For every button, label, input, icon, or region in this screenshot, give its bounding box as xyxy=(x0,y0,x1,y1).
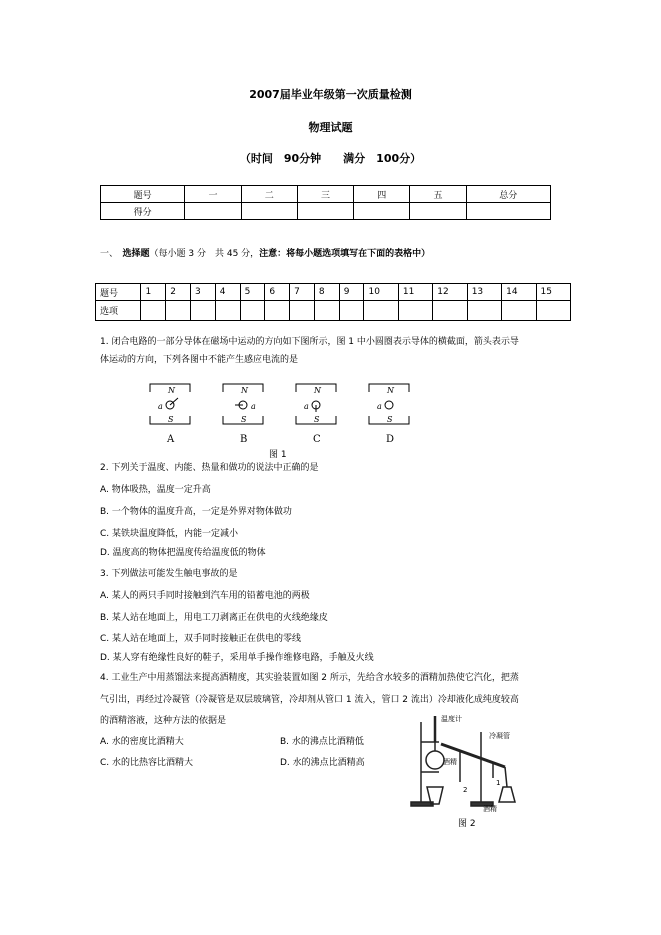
magnet-diagram xyxy=(150,384,190,445)
answer-cell[interactable] xyxy=(536,301,571,321)
option-label: D xyxy=(386,434,395,445)
time-info: （时间 90分钟 满分 100分） xyxy=(239,152,422,165)
q4-line2: 气引出，再经过冷凝管（冷凝管是双层玻璃管，冷却剂从管口 1 流入，管口 2 流出）冷却液化成纯度较高 xyxy=(100,695,519,705)
header-cell: 二 xyxy=(241,186,297,203)
question-number-cell: 1 xyxy=(141,284,166,301)
conductor-label: a xyxy=(377,402,382,411)
header-cell: 四 xyxy=(354,186,410,203)
row-label: 选项 xyxy=(96,301,141,321)
magnet-diagram xyxy=(369,384,409,445)
answer-cell[interactable] xyxy=(339,301,364,321)
pole-s-label: S xyxy=(241,415,247,424)
answer-cell[interactable] xyxy=(240,301,265,321)
magnet-diagram xyxy=(223,384,263,445)
question-number-cell: 6 xyxy=(265,284,290,301)
q1-line2: 体运动的方向，下列各图中不能产生感应电流的是 xyxy=(100,355,299,365)
pole-s-label: S xyxy=(168,415,174,424)
conductor-label: a xyxy=(304,402,309,411)
question-number-cell: 5 xyxy=(240,284,265,301)
magnet-diagram xyxy=(296,384,336,445)
answer-cell[interactable] xyxy=(502,301,536,321)
q4-option-a: A. 水的密度比酒精大 xyxy=(100,737,184,747)
answer-cell[interactable] xyxy=(433,301,467,321)
conductor-label: a xyxy=(158,402,163,411)
score-table xyxy=(100,185,551,220)
row-label: 题号 xyxy=(96,284,141,301)
header-cell: 一 xyxy=(185,186,241,203)
answer-cell[interactable] xyxy=(215,301,240,321)
q4-line1: 4. 工业生产中用蒸馏法来提高酒精度，其实验装置如图 2 所示，先给含水较多的酒精加热使它汽化，把蒸 xyxy=(100,673,519,683)
section-note: （每小题 3 分 共 45 分， xyxy=(149,249,260,259)
pole-n-label: N xyxy=(314,386,321,395)
question-number-cell: 3 xyxy=(191,284,216,301)
alcohol-label-2: 酒精 xyxy=(483,805,497,812)
exam-title: 2007届毕业年级第一次质量检测 xyxy=(249,88,412,101)
port-2-label: 2 xyxy=(463,786,468,794)
q2-option-c: C. 某铁块温度降低，内能一定减小 xyxy=(100,529,239,539)
subject-title: 物理试题 xyxy=(308,121,353,134)
figure1-caption: 图 1 xyxy=(269,450,287,460)
conductor-label: a xyxy=(251,402,256,411)
q4-line3: 的酒精溶液，这种方法的依据是 xyxy=(100,716,227,726)
q3-option-d: D. 某人穿有绝缘性良好的鞋子，采用单手操作维修电路，手触及火线 xyxy=(100,653,374,663)
score-cell[interactable] xyxy=(297,203,353,220)
q2-option-b: B. 一个物体的温度升高，一定是外界对物体做功 xyxy=(100,507,292,517)
score-cell[interactable] xyxy=(241,203,297,220)
pole-n-label: N xyxy=(387,386,394,395)
answer-cell[interactable] xyxy=(467,301,501,321)
option-label: B xyxy=(240,434,248,445)
pole-s-label: S xyxy=(314,415,320,424)
answer-cell[interactable] xyxy=(141,301,166,321)
pole-n-label: N xyxy=(168,386,175,395)
q2-option-d: D. 温度高的物体把温度传给温度低的物体 xyxy=(100,548,266,558)
answer-cell[interactable] xyxy=(166,301,191,321)
thermometer-label: 温度计 xyxy=(441,715,462,723)
question-number-cell: 11 xyxy=(398,284,432,301)
figure2-distillation-apparatus xyxy=(405,712,520,812)
figure1-magnets xyxy=(140,378,410,458)
question-number-cell: 7 xyxy=(290,284,315,301)
q3-stem: 3. 下列做法可能发生触电事故的是 xyxy=(100,569,238,579)
header-cell: 总分 xyxy=(466,186,550,203)
header-cell: 五 xyxy=(410,186,466,203)
question-number-cell: 9 xyxy=(339,284,364,301)
port-1-label: 1 xyxy=(496,779,501,787)
q2-stem: 2. 下列关于温度、内能、热量和做功的说法中正确的是 xyxy=(100,463,319,473)
score-cell[interactable] xyxy=(185,203,241,220)
question-number-cell: 2 xyxy=(166,284,191,301)
answer-cell[interactable] xyxy=(191,301,216,321)
row-label: 得分 xyxy=(101,203,185,220)
question-number-cell: 13 xyxy=(467,284,501,301)
option-label: C xyxy=(313,434,321,445)
option-label: A xyxy=(167,434,175,445)
q2-option-a: A. 物体吸热，温度一定升高 xyxy=(100,485,211,495)
answer-table xyxy=(95,283,571,321)
answer-cell[interactable] xyxy=(314,301,339,321)
alcohol-label: 酒精 xyxy=(443,758,457,766)
pole-s-label: S xyxy=(387,415,393,424)
pole-n-label: N xyxy=(241,386,248,395)
q3-option-b: B. 某人站在地面上，用电工刀剥离正在供电的火线绝缘皮 xyxy=(100,613,328,623)
q3-option-a: A. 某人的两只手同时接触到汽车用的铅蓄电池的两极 xyxy=(100,591,310,601)
score-cell[interactable] xyxy=(466,203,550,220)
answer-cell[interactable] xyxy=(265,301,290,321)
score-cell[interactable] xyxy=(410,203,466,220)
answer-cell[interactable] xyxy=(364,301,398,321)
question-number-cell: 10 xyxy=(364,284,398,301)
section-notice: 注意：将每小题选项填写在下面的表格中） xyxy=(259,249,431,259)
header-cell: 三 xyxy=(297,186,353,203)
section-number: 一、 xyxy=(100,249,114,259)
answer-cell[interactable] xyxy=(398,301,432,321)
section-name: 选择题 xyxy=(122,249,150,259)
q3-option-c: C. 某人站在地面上，双手同时接触正在供电的零线 xyxy=(100,634,302,644)
question-number-cell: 15 xyxy=(536,284,571,301)
question-number-cell: 8 xyxy=(314,284,339,301)
section1-heading xyxy=(100,246,430,259)
header-cell: 题号 xyxy=(101,186,185,203)
q4-option-d: D. 水的沸点比酒精高 xyxy=(280,758,365,768)
answer-cell[interactable] xyxy=(290,301,315,321)
question-number-cell: 12 xyxy=(433,284,467,301)
figure2-caption: 图 2 xyxy=(458,819,476,829)
score-cell[interactable] xyxy=(354,203,410,220)
question-number-cell: 4 xyxy=(215,284,240,301)
q4-option-c: C. 水的比热容比酒精大 xyxy=(100,758,194,768)
q1-line1: 1. 闭合电路的一部分导体在磁场中运动的方向如下图所示，图 1 中小圆圈表示导体的横截面，箭头表示导 xyxy=(100,337,519,347)
q4-option-b: B. 水的沸点比酒精低 xyxy=(280,737,364,747)
question-number-cell: 14 xyxy=(502,284,536,301)
condenser-label: 冷凝管 xyxy=(489,732,510,740)
